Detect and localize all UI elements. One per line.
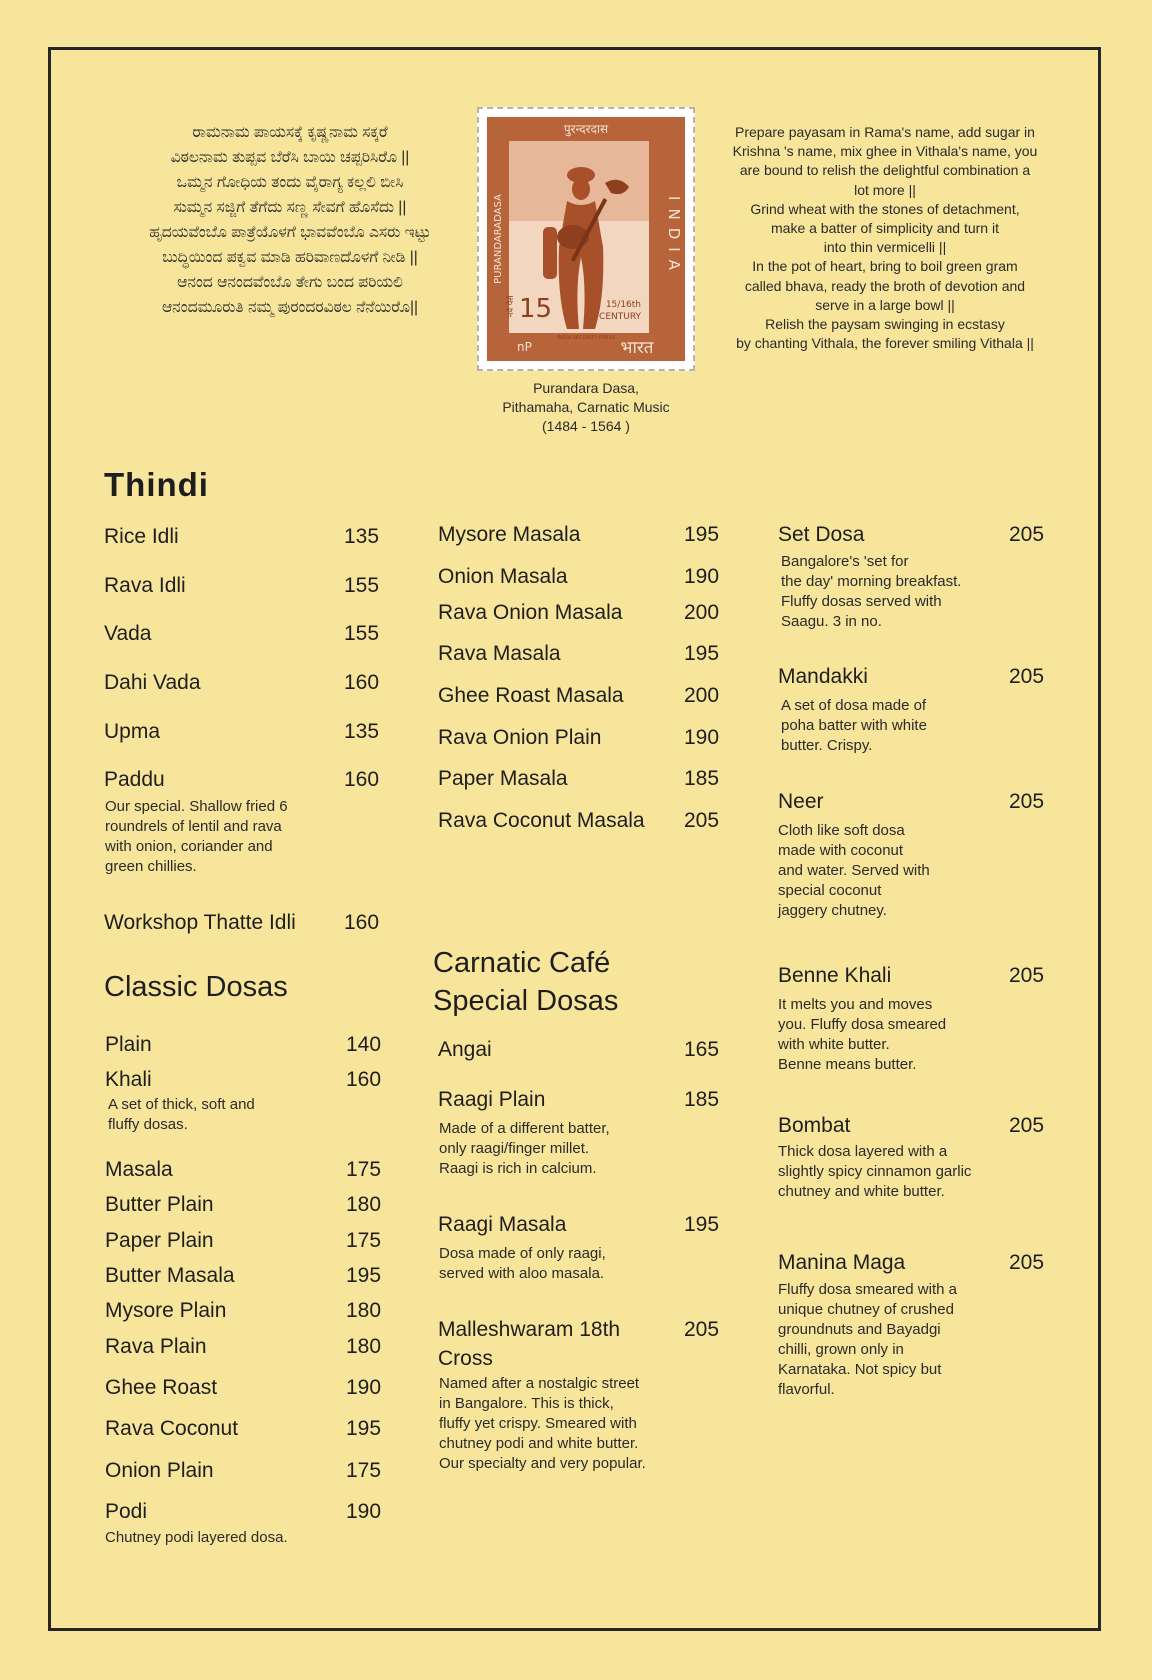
menu-item-price: 190 [346, 1500, 382, 1523]
section-special-heading [433, 944, 618, 1020]
menu-item-name: Butter Masala [105, 1264, 235, 1287]
verse-line: by chanting Vithala, the forever smiling Vithala || [736, 335, 1034, 352]
desc-line: chutney podi and white butter. [439, 1435, 639, 1452]
english-verse [715, 123, 1055, 353]
menu-item-name: Benne Khali [778, 964, 892, 987]
desc-line: Our specialty and very popular. [439, 1455, 646, 1472]
menu-item-description [439, 1244, 606, 1284]
menu-item-name: Raagi Plain [438, 1088, 546, 1111]
desc-line: and water. Served with [778, 862, 930, 879]
desc-line: poha batter with white [781, 717, 927, 734]
desc-line: jaggery chutney. [778, 902, 887, 919]
menu-item-name: Paddu [104, 768, 165, 791]
menu-item-price: 190 [684, 565, 720, 588]
menu-item-price: 160 [346, 1068, 382, 1091]
verse-line: into thin vermicelli || [823, 239, 947, 256]
desc-line: Dosa made of only raagi, [439, 1245, 606, 1262]
verse-line: In the pot of heart, bring to boil green gram [752, 258, 1018, 275]
stamp-value-side: नये पैसे [506, 295, 515, 317]
desc-line: the day' morning breakfast. [781, 573, 962, 590]
verse-line: ಬುದ್ಧಿಯಿಂದ ಪಕ್ವವ ಮಾಡಿ ಹರಿವಾಣದೊಳಗೆ ನೀಡಿ || [162, 249, 418, 266]
menu-item-name: Ghee Roast [105, 1376, 218, 1399]
menu-item-description [439, 1374, 646, 1474]
menu-item-name: Angai [438, 1038, 492, 1061]
desc-line: Our special. Shallow fried 6 [105, 798, 288, 815]
verse-line: ಸುಮ್ಮನ ಸಜ್ಜಿಗೆ ತೆಗೆದು ಸಣ್ಣ ಸೇವಗೆ ಹೊಸೆದು || [173, 199, 407, 216]
menu-item-name: Upma [104, 720, 161, 743]
menu-item-price: 200 [684, 684, 720, 707]
desc-line: Named after a nostalgic street [439, 1375, 640, 1392]
stamp-side-left-text: PURANDARADASA [493, 194, 504, 284]
desc-line: A set of thick, soft and [108, 1096, 255, 1113]
menu-item-name: Set Dosa [778, 523, 865, 546]
menu-item-description: Chutney podi layered dosa. [105, 1529, 288, 1546]
menu-item-price: 190 [684, 726, 720, 749]
stamp-bharat: भारत [620, 338, 654, 358]
verse-line: serve in a large bowl || [815, 296, 955, 313]
menu-item-description [439, 1119, 610, 1179]
menu-item-price: 160 [344, 671, 380, 694]
caption-line: Pithamaha, Carnatic Music [502, 399, 670, 415]
desc-line: chilli, grown only in [778, 1341, 904, 1358]
caption-line: Purandara Dasa, [533, 380, 639, 396]
menu-item-price: 195 [346, 1417, 382, 1440]
desc-line: Fluffy dosa smeared with a [778, 1281, 957, 1298]
menu-item-name: Masala [105, 1158, 173, 1181]
menu-item-name: Butter Plain [105, 1193, 214, 1216]
menu-item-price: 205 [1009, 665, 1045, 688]
desc-line: unique chutney of crushed [778, 1301, 954, 1318]
menu-item-name: Vada [104, 622, 152, 645]
caption-line: (1484 - 1564 ) [542, 418, 630, 434]
desc-line: Cloth like soft dosa [778, 822, 905, 839]
stamp-value: 15 [519, 294, 553, 324]
menu-item-price: 185 [684, 1088, 720, 1111]
verse-line: ಆನಂದ ಆನಂದವೆಂಬೊ ತೇಗು ಬಂದ ಪರಿಯಲಿ [177, 274, 403, 291]
stamp-century-2: CENTURY [599, 312, 641, 322]
menu-item-price: 135 [344, 525, 380, 548]
stamp-century: 15/16th [605, 300, 641, 310]
desc-line: flavorful. [778, 1381, 835, 1398]
menu-item-name: Mysore Masala [438, 523, 581, 546]
menu-item-name: Plain [105, 1033, 152, 1056]
menu-item-name: Rava Masala [438, 642, 561, 665]
menu-item-price: 160 [344, 768, 380, 791]
menu-item-description [778, 1280, 957, 1400]
verse-line: make a batter of simplicity and turn it [771, 220, 999, 237]
menu-item-price: 135 [344, 720, 380, 743]
verse-line: Krishna 's name, mix ghee in Vithala's name, you [732, 143, 1038, 160]
desc-line: Benne means butter. [778, 1056, 917, 1073]
menu-item-price: 140 [346, 1033, 382, 1056]
menu-item-name: Rava Onion Plain [438, 726, 602, 749]
desc-line: in Bangalore. This is thick, [439, 1395, 614, 1412]
special-heading-line-1: Carnatic Café [433, 947, 611, 979]
desc-line: slightly spicy cinnamon garlic [778, 1163, 972, 1180]
menu-item-name: Ghee Roast Masala [438, 684, 624, 707]
desc-line: with onion, coriander and [105, 838, 273, 855]
menu-item-price: 205 [684, 1318, 720, 1341]
menu-item-price: 205 [1009, 523, 1045, 546]
menu-item-price: 155 [344, 622, 380, 645]
menu-item-name: Mysore Plain [105, 1299, 227, 1322]
menu-item-description [105, 797, 288, 877]
desc-line: served with aloo masala. [439, 1265, 605, 1282]
menu-item-price: 195 [684, 523, 720, 546]
stamp-press: INDIA SECURITY PRESS [557, 335, 615, 341]
desc-line: Fluffy dosas served with [781, 593, 942, 610]
desc-line: Karnataka. Not spicy but [778, 1361, 942, 1378]
purandara-dasa-stamp [477, 107, 695, 371]
menu-item-description [781, 696, 927, 756]
desc-line: you. Fluffy dosa smeared [778, 1016, 947, 1033]
menu-item-price: 205 [1009, 1114, 1045, 1137]
verse-line: lot more || [854, 181, 916, 198]
desc-line: chutney and white butter. [778, 1183, 945, 1200]
menu-item-description [778, 995, 946, 1075]
menu-item-name: Rava Onion Masala [438, 601, 623, 624]
menu-item-name-line-2: Cross [438, 1347, 493, 1370]
desc-line: Saagu. 3 in no. [781, 613, 882, 630]
menu-item-price: 205 [1009, 1251, 1045, 1274]
verse-line: ಹೃದಯವೆಂಬೊ ಪಾತ್ರೆಯೊಳಗೆ ಭಾವವೆಂಬೊ ಎಸರು ಇಟ್ಟು [149, 224, 431, 241]
desc-line: made with coconut [778, 842, 904, 859]
desc-line: roundrels of lentil and rava [105, 818, 282, 835]
menu-item-price: 175 [346, 1229, 382, 1252]
menu-item-name: Onion Plain [105, 1459, 214, 1482]
menu-item-name: Dahi Vada [104, 671, 201, 694]
menu-item-price: 175 [346, 1158, 382, 1181]
stamp-side-right-text: INDIA [665, 196, 683, 278]
menu-item-price: 165 [684, 1038, 720, 1061]
section-thindi-heading: Thindi [104, 466, 209, 503]
verse-line: ಆನಂದಮೂರುತಿ ನಮ್ಮ ಪುರಂದರವಿಠಲ ನೆನೆಯಿರೊ|| [161, 299, 419, 316]
stamp-top-text: पुरन्दरदास [563, 122, 609, 136]
menu-item-name: Mandakki [778, 665, 868, 688]
stamp-caption [455, 379, 717, 436]
kannada-verse [110, 120, 470, 320]
menu-item-name: Khali [105, 1068, 152, 1091]
menu-item-description [108, 1095, 255, 1135]
menu-item-price: 180 [346, 1193, 382, 1216]
menu-item-name: Paper Masala [438, 767, 568, 790]
menu-item-price: 180 [346, 1335, 382, 1358]
section-classic-heading: Classic Dosas [104, 971, 288, 1003]
menu-item-price: 155 [344, 574, 380, 597]
menu-item-name: Malleshwaram 18th [438, 1318, 621, 1341]
menu-item-price: 190 [346, 1376, 382, 1399]
menu-item-name: Workshop Thatte Idli [104, 911, 296, 934]
desc-line: butter. Crispy. [781, 737, 873, 754]
menu-item-price: 205 [1009, 964, 1045, 987]
desc-line: groundnuts and Bayadgi [778, 1321, 941, 1338]
menu-item-name: Rava Coconut Masala [438, 809, 645, 832]
menu-item-description [778, 1142, 971, 1202]
verse-line: are bound to relish the delightful combination a [739, 162, 1031, 179]
menu-item-name: Paper Plain [105, 1229, 214, 1252]
menu-item-price: 195 [684, 1213, 720, 1236]
desc-line: Bangalore's 'set for [781, 553, 909, 570]
verse-line: ಒಮ್ಮನ ಗೋಧಿಯ ತಂದು ವೈರಾಗ್ಯ ಕಲ್ಲಲಿ ಬೀಸಿ [176, 174, 404, 191]
menu-item-price: 205 [1009, 790, 1045, 813]
desc-line: special coconut [778, 882, 882, 899]
special-heading-line-2: Special Dosas [433, 985, 619, 1017]
verse-line: called bhava, ready the broth of devotion and [744, 277, 1026, 294]
menu-item-name: Rava Coconut [105, 1417, 239, 1440]
menu-item-name: Neer [778, 790, 824, 813]
desc-line: with white butter. [778, 1036, 890, 1053]
desc-line: green chillies. [105, 858, 197, 875]
menu-item-price: 160 [344, 911, 380, 934]
desc-line: only raagi/finger millet. [439, 1140, 590, 1157]
menu-item-price: 195 [346, 1264, 382, 1287]
desc-line: fluffy yet crispy. Smeared with [439, 1415, 637, 1432]
menu-item-name: Rava Idli [104, 574, 186, 597]
menu-item-price: 185 [684, 767, 720, 790]
menu-item-name: Onion Masala [438, 565, 568, 588]
verse-line: Relish the paysam swinging in ecstasy [765, 316, 1005, 333]
verse-line: ರಾಮನಾಮ ಪಾಯಸಕ್ಕೆ ಕೃಷ್ಣನಾಮ ಸಕ್ಕರೆ [192, 124, 388, 141]
stamp-artwork [487, 117, 685, 361]
menu-item-name: Rava Plain [105, 1335, 207, 1358]
verse-line: ವಿಠಲನಾಮ ತುಪ್ಪವ ಬೆರೆಸಿ ಬಾಯಿ ಚಪ್ಪರಿಸಿರೊ || [170, 149, 410, 166]
menu-item-name: Rice Idli [104, 525, 179, 548]
stamp-value-unit: nP [517, 340, 532, 354]
verse-line: Prepare payasam in Rama's name, add sugar in [735, 124, 1035, 140]
menu-item-description [781, 552, 961, 632]
menu-item-price: 180 [346, 1299, 382, 1322]
menu-item-name: Bombat [778, 1114, 851, 1137]
desc-line: It melts you and moves [778, 996, 933, 1013]
menu-item-name: Manina Maga [778, 1251, 906, 1274]
menu-item-price: 205 [684, 809, 720, 832]
menu-item-price: 195 [684, 642, 720, 665]
menu-item-price: 175 [346, 1459, 382, 1482]
desc-line: A set of dosa made of [781, 697, 927, 714]
desc-line: fluffy dosas. [108, 1116, 188, 1133]
desc-line: Raagi is rich in calcium. [439, 1160, 597, 1177]
menu-item-name: Raagi Masala [438, 1213, 567, 1236]
verse-line: Grind wheat with the stones of detachment, [750, 200, 1020, 217]
menu-item-price: 200 [684, 601, 720, 624]
menu-item-name: Podi [105, 1500, 148, 1523]
menu-item-description [778, 821, 930, 921]
desc-line: Thick dosa layered with a [778, 1143, 948, 1160]
desc-line: Made of a different batter, [439, 1120, 610, 1137]
